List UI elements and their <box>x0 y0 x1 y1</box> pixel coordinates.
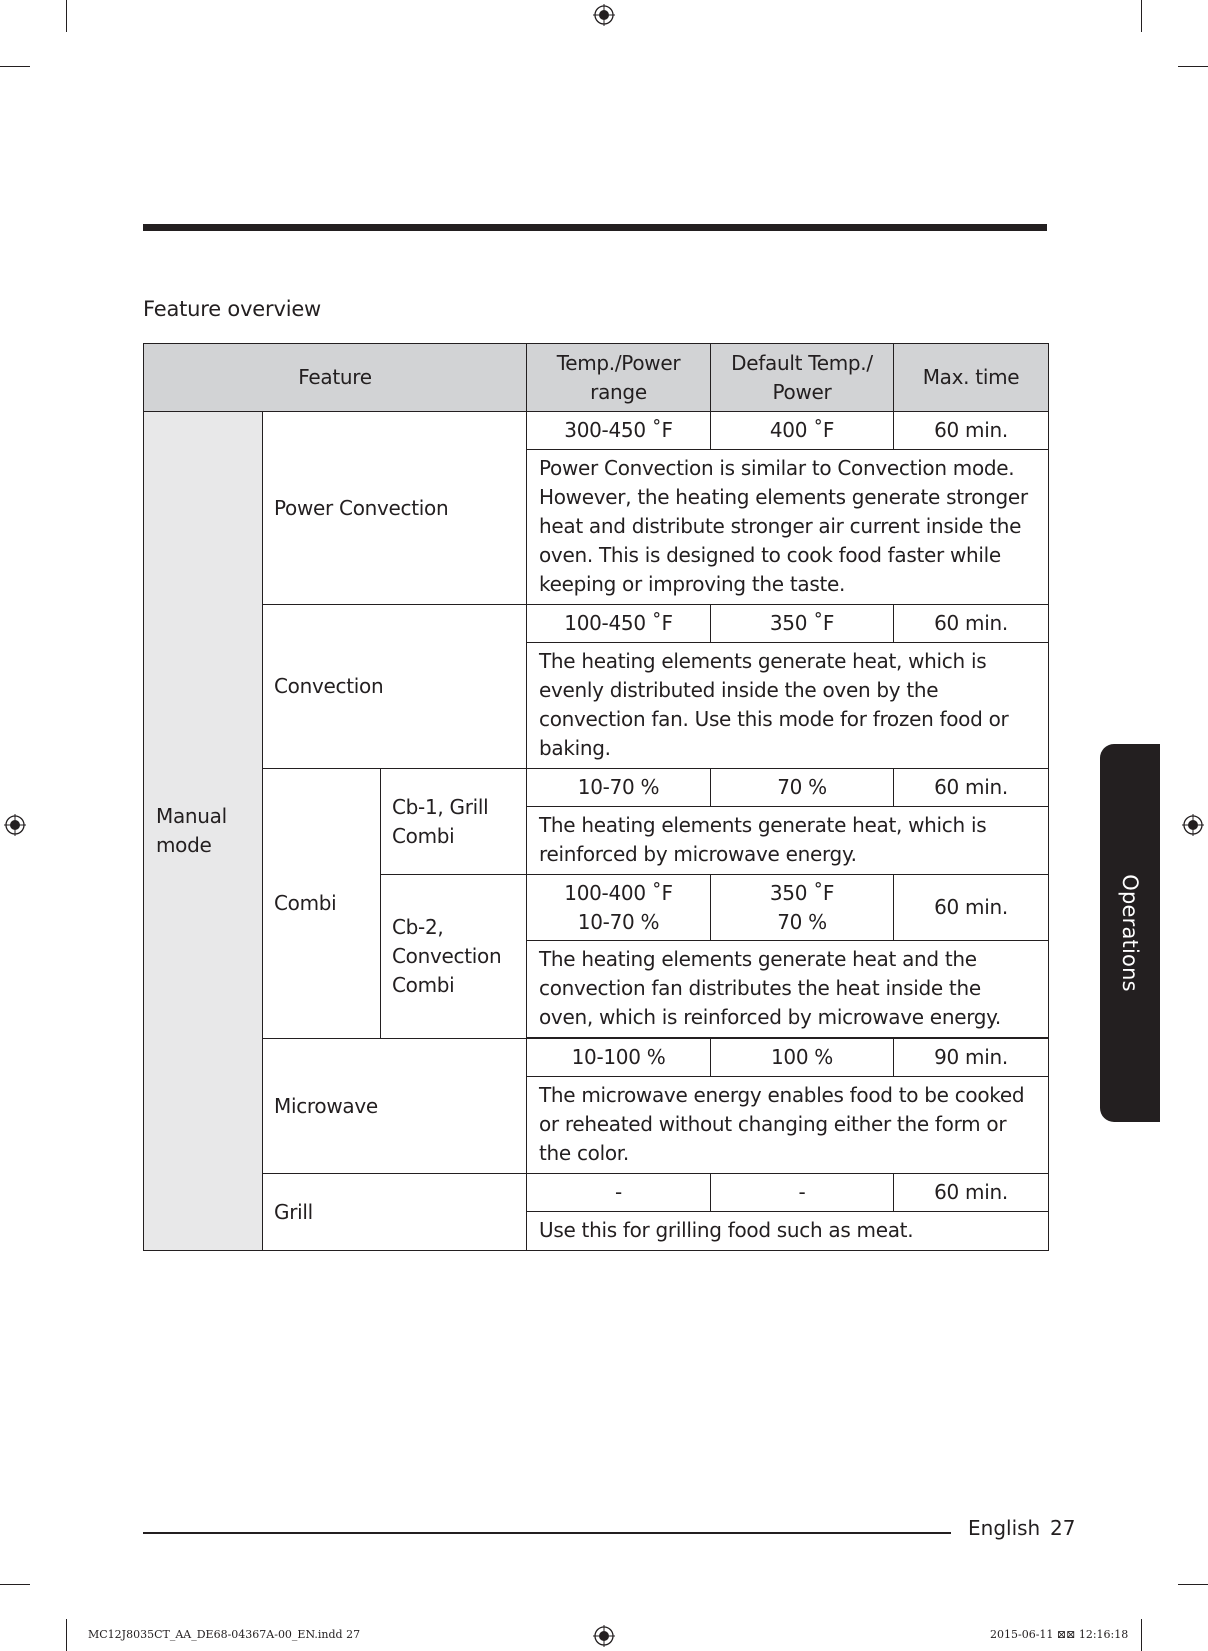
header-default: Default Temp./ Power <box>711 344 894 412</box>
table-row <box>144 412 1049 450</box>
crop-mark <box>66 1619 67 1651</box>
max-time-value: 90 min. <box>894 1039 1049 1077</box>
top-rule <box>143 224 1047 231</box>
feature-name: Power Convection <box>263 412 527 605</box>
feature-description: The heating elements generate heat and the convection fan distributes the heat inside the oven, which is reinforced by microwave energy. <box>527 941 1049 1038</box>
bottom-rule <box>143 1532 951 1534</box>
crop-mark <box>1178 66 1208 67</box>
crop-mark <box>1178 1584 1208 1585</box>
table-row <box>144 1039 1049 1077</box>
mode-label: Manual mode <box>144 412 263 1251</box>
registration-mark-icon <box>593 4 615 26</box>
crop-mark <box>0 1584 30 1585</box>
feature-description: The microwave energy enables food to be cooked or reheated without changing either the form or the color. <box>527 1077 1049 1174</box>
feature-description: Use this for grilling food such as meat. <box>527 1212 1049 1251</box>
crop-mark <box>1141 1619 1142 1651</box>
table-row <box>144 769 1049 807</box>
default-value: 350 ˚F <box>711 605 894 643</box>
section-title: Feature overview <box>143 297 322 321</box>
header-range: Temp./Power range <box>527 344 711 412</box>
crop-mark <box>1141 0 1142 32</box>
registration-mark-icon <box>4 814 26 836</box>
header-max-time: Max. time <box>894 344 1049 412</box>
side-tab-label: Operations <box>1118 874 1142 992</box>
max-time-value: 60 min. <box>894 875 1049 941</box>
header-feature: Feature <box>144 344 527 412</box>
range-value: 300-450 ˚F <box>527 412 711 450</box>
range-line: 10-70 % <box>577 909 660 934</box>
feature-name: Grill <box>263 1174 527 1251</box>
default-value: 70 % <box>711 769 894 807</box>
feature-description: The heating elements generate heat, which is evenly distributed inside the oven by the convection fan. Use this mode for frozen food or baking. <box>527 643 1049 769</box>
range-value <box>527 875 711 941</box>
range-value: 100-450 ˚F <box>527 605 711 643</box>
registration-mark-icon <box>1182 814 1204 836</box>
default-value: 100 % <box>711 1039 894 1077</box>
page-number: 27 <box>1050 1516 1076 1540</box>
range-value: - <box>527 1174 711 1212</box>
section-side-tab <box>1100 744 1160 1122</box>
max-time-value: 60 min. <box>894 769 1049 807</box>
table-row <box>144 1174 1049 1212</box>
feature-name: Convection <box>263 605 527 769</box>
default-value <box>711 875 894 941</box>
max-time-value: 60 min. <box>894 605 1049 643</box>
print-slug-file: MC12J8035CT_AA_DE68-04367A-00_EN.indd 27 <box>88 1628 361 1641</box>
feature-description: The heating elements generate heat, which is reinforced by microwave energy. <box>527 807 1049 875</box>
table-row <box>144 605 1049 643</box>
default-line: 350 ˚F <box>769 880 835 905</box>
footer-language: English <box>968 1516 1041 1540</box>
crop-mark <box>0 66 30 67</box>
feature-description: Power Convection is similar to Convection mode. However, the heating elements generate stronger heat and distribute stronger air current inside the oven. This is designed to cook food faster while keeping or improving the taste. <box>527 450 1049 605</box>
sub-feature-name: Cb-2, Convection Combi <box>381 875 527 1039</box>
registration-mark-icon <box>593 1625 615 1647</box>
range-value: 10-70 % <box>527 769 711 807</box>
range-value: 10-100 % <box>527 1039 711 1077</box>
max-time-value: 60 min. <box>894 1174 1049 1212</box>
max-time-value: 60 min. <box>894 412 1049 450</box>
range-line: 100-400 ˚F <box>564 880 673 905</box>
feature-table <box>143 343 1049 1251</box>
crop-mark <box>66 0 67 32</box>
print-slug-date: 2015-06-11 ⊠⊠ 12:16:18 <box>990 1628 1129 1641</box>
feature-name: Microwave <box>263 1039 527 1174</box>
default-value: - <box>711 1174 894 1212</box>
default-value: 400 ˚F <box>711 412 894 450</box>
default-line: 70 % <box>777 909 827 934</box>
feature-name: Combi <box>263 769 381 1039</box>
table-header-row <box>144 344 1049 412</box>
sub-feature-name: Cb-1, Grill Combi <box>381 769 527 875</box>
